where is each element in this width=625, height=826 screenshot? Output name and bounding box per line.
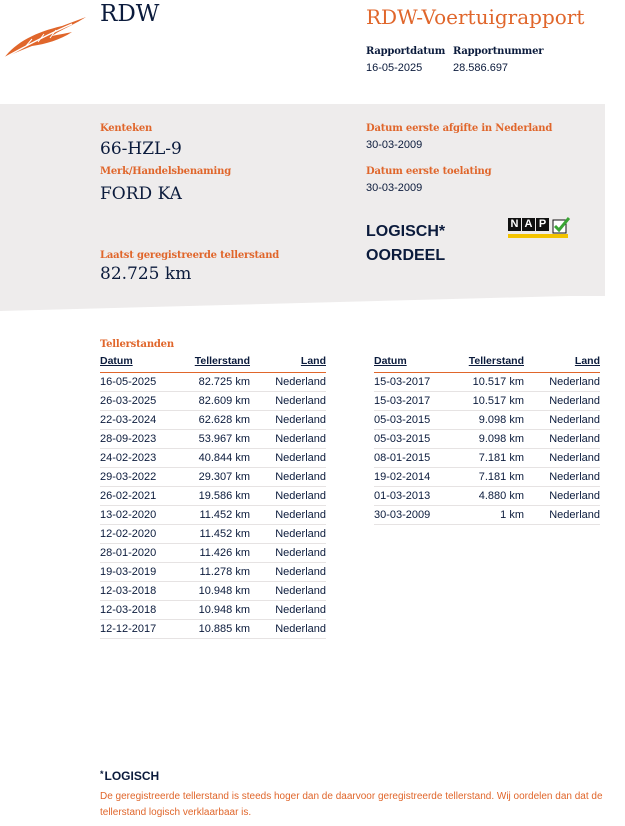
cell-country: Nederland bbox=[524, 487, 600, 506]
cell-date: 19-02-2014 bbox=[374, 468, 456, 487]
cell-country: Nederland bbox=[250, 430, 326, 449]
cell-date: 16-05-2025 bbox=[100, 373, 182, 392]
cell-odometer: 29.307 km bbox=[182, 468, 250, 487]
cell-date: 13-02-2020 bbox=[100, 506, 182, 525]
table-row bbox=[100, 620, 326, 639]
table-row bbox=[374, 430, 600, 449]
odometer-table-right bbox=[374, 354, 600, 525]
cell-date: 12-03-2018 bbox=[100, 601, 182, 620]
table-header-row bbox=[100, 354, 326, 373]
report-date-label: Rapportdatum bbox=[366, 46, 446, 57]
table-row bbox=[100, 392, 326, 411]
cell-date: 15-03-2017 bbox=[374, 392, 456, 411]
cell-date: 12-03-2018 bbox=[100, 582, 182, 601]
make-value: FORD KA bbox=[100, 184, 182, 204]
plate-label: Kenteken bbox=[100, 123, 153, 134]
verdict-line-1: LOGISCH* bbox=[366, 223, 446, 240]
cell-country: Nederland bbox=[524, 411, 600, 430]
cell-date: 15-03-2017 bbox=[374, 373, 456, 392]
cell-date: 22-03-2024 bbox=[100, 411, 182, 430]
cell-country: Nederland bbox=[524, 430, 600, 449]
cell-country: Nederland bbox=[250, 582, 326, 601]
table-row bbox=[100, 430, 326, 449]
odometer-table-left bbox=[100, 354, 326, 639]
cell-odometer: 7.181 km bbox=[456, 449, 524, 468]
brand-name: RDW bbox=[100, 1, 160, 27]
cell-odometer: 11.278 km bbox=[182, 563, 250, 582]
footer-title bbox=[100, 769, 159, 783]
last-odometer-value: 82.725 km bbox=[100, 264, 192, 284]
cell-date: 01-03-2013 bbox=[374, 487, 456, 506]
column-header-country: Land bbox=[250, 354, 326, 373]
cell-date: 26-02-2021 bbox=[100, 487, 182, 506]
cell-country: Nederland bbox=[250, 506, 326, 525]
table-row bbox=[100, 563, 326, 582]
first-issue-value: 30-03-2009 bbox=[366, 139, 423, 151]
cell-country: Nederland bbox=[250, 620, 326, 639]
cell-country: Nederland bbox=[250, 601, 326, 620]
cell-odometer: 53.967 km bbox=[182, 430, 250, 449]
table-row bbox=[374, 487, 600, 506]
table-row bbox=[374, 449, 600, 468]
cell-date: 05-03-2015 bbox=[374, 411, 456, 430]
table-row bbox=[100, 582, 326, 601]
report-title: RDW-Voertuigrapport bbox=[366, 5, 585, 29]
cell-date: 24-02-2023 bbox=[100, 449, 182, 468]
cell-country: Nederland bbox=[524, 392, 600, 411]
rdw-feather-logo bbox=[2, 14, 88, 60]
cell-odometer: 1 km bbox=[456, 506, 524, 525]
make-label: Merk/Handelsbenaming bbox=[100, 166, 232, 177]
cell-country: Nederland bbox=[250, 525, 326, 544]
table-row bbox=[100, 449, 326, 468]
first-admission-label: Datum eerste toelating bbox=[366, 166, 492, 177]
footer-explanation: De geregistreerde tellerstand is steeds hoger dan de daarvoor geregistreerde tellerstand. Wij oordelen dan dat de tellerstand logisch verklaarbaar is. bbox=[100, 791, 603, 818]
report-number-value: 28.586.697 bbox=[453, 62, 509, 74]
verdict bbox=[366, 220, 445, 268]
footer-star: * bbox=[100, 769, 104, 779]
table-row bbox=[100, 468, 326, 487]
cell-date: 26-03-2025 bbox=[100, 392, 182, 411]
check-icon bbox=[552, 216, 570, 234]
cell-country: Nederland bbox=[524, 449, 600, 468]
cell-country: Nederland bbox=[250, 544, 326, 563]
report-number-label: Rapportnummer bbox=[453, 46, 544, 57]
nap-letter-a: A bbox=[522, 218, 535, 231]
nap-logo bbox=[508, 218, 572, 244]
first-admission-value: 30-03-2009 bbox=[366, 182, 423, 194]
cell-country: Nederland bbox=[250, 449, 326, 468]
verdict-line-2: OORDEEL bbox=[366, 247, 446, 264]
cell-date: 12-12-2017 bbox=[100, 620, 182, 639]
column-header-date: Datum bbox=[100, 354, 182, 373]
cell-odometer: 11.452 km bbox=[182, 506, 250, 525]
cell-odometer: 10.517 km bbox=[456, 392, 524, 411]
cell-odometer: 11.426 km bbox=[182, 544, 250, 563]
report-date-value: 16-05-2025 bbox=[366, 62, 423, 74]
cell-country: Nederland bbox=[524, 468, 600, 487]
table-row bbox=[100, 373, 326, 392]
cell-odometer: 40.844 km bbox=[182, 449, 250, 468]
plate-value: 66-HZL-9 bbox=[100, 139, 182, 159]
cell-odometer: 4.880 km bbox=[456, 487, 524, 506]
cell-odometer: 11.452 km bbox=[182, 525, 250, 544]
cell-odometer: 82.725 km bbox=[182, 373, 250, 392]
table-row bbox=[374, 392, 600, 411]
cell-odometer: 7.181 km bbox=[456, 468, 524, 487]
table-row bbox=[100, 411, 326, 430]
cell-country: Nederland bbox=[250, 411, 326, 430]
cell-odometer: 10.948 km bbox=[182, 601, 250, 620]
column-header-date: Datum bbox=[374, 354, 456, 373]
nap-letter-n: N bbox=[508, 218, 521, 231]
table-row bbox=[100, 506, 326, 525]
cell-country: Nederland bbox=[524, 373, 600, 392]
cell-odometer: 9.098 km bbox=[456, 411, 524, 430]
table-row bbox=[100, 487, 326, 506]
column-header-country: Land bbox=[524, 354, 600, 373]
column-header-odometer: Tellerstand bbox=[182, 354, 250, 373]
cell-date: 19-03-2019 bbox=[100, 563, 182, 582]
cell-date: 30-03-2009 bbox=[374, 506, 456, 525]
cell-date: 05-03-2015 bbox=[374, 430, 456, 449]
cell-date: 29-03-2022 bbox=[100, 468, 182, 487]
cell-country: Nederland bbox=[524, 506, 600, 525]
cell-date: 28-09-2023 bbox=[100, 430, 182, 449]
cell-country: Nederland bbox=[250, 392, 326, 411]
band-diagonal-edge bbox=[0, 295, 605, 311]
cell-odometer: 10.948 km bbox=[182, 582, 250, 601]
cell-country: Nederland bbox=[250, 468, 326, 487]
column-header-odometer: Tellerstand bbox=[456, 354, 524, 373]
table-row bbox=[100, 525, 326, 544]
table-row bbox=[100, 544, 326, 563]
cell-odometer: 62.628 km bbox=[182, 411, 250, 430]
cell-date: 08-01-2015 bbox=[374, 449, 456, 468]
cell-date: 28-01-2020 bbox=[100, 544, 182, 563]
odometer-section-title: Tellerstanden bbox=[100, 339, 174, 350]
nap-letter-p: P bbox=[536, 218, 549, 231]
table-row bbox=[100, 601, 326, 620]
cell-odometer: 10.885 km bbox=[182, 620, 250, 639]
table-row bbox=[374, 411, 600, 430]
cell-odometer: 9.098 km bbox=[456, 430, 524, 449]
table-row bbox=[374, 373, 600, 392]
nap-bar bbox=[508, 234, 568, 238]
cell-country: Nederland bbox=[250, 487, 326, 506]
cell-odometer: 10.517 km bbox=[456, 373, 524, 392]
cell-country: Nederland bbox=[250, 563, 326, 582]
cell-date: 12-02-2020 bbox=[100, 525, 182, 544]
table-row bbox=[374, 468, 600, 487]
table-row bbox=[374, 506, 600, 525]
footer-title-text: LOGISCH bbox=[104, 769, 160, 783]
table-header-row bbox=[374, 354, 600, 373]
first-issue-label: Datum eerste afgifte in Nederland bbox=[366, 123, 553, 134]
cell-odometer: 19.586 km bbox=[182, 487, 250, 506]
cell-odometer: 82.609 km bbox=[182, 392, 250, 411]
cell-country: Nederland bbox=[250, 373, 326, 392]
last-odometer-label: Laatst geregistreerde tellerstand bbox=[100, 250, 280, 261]
